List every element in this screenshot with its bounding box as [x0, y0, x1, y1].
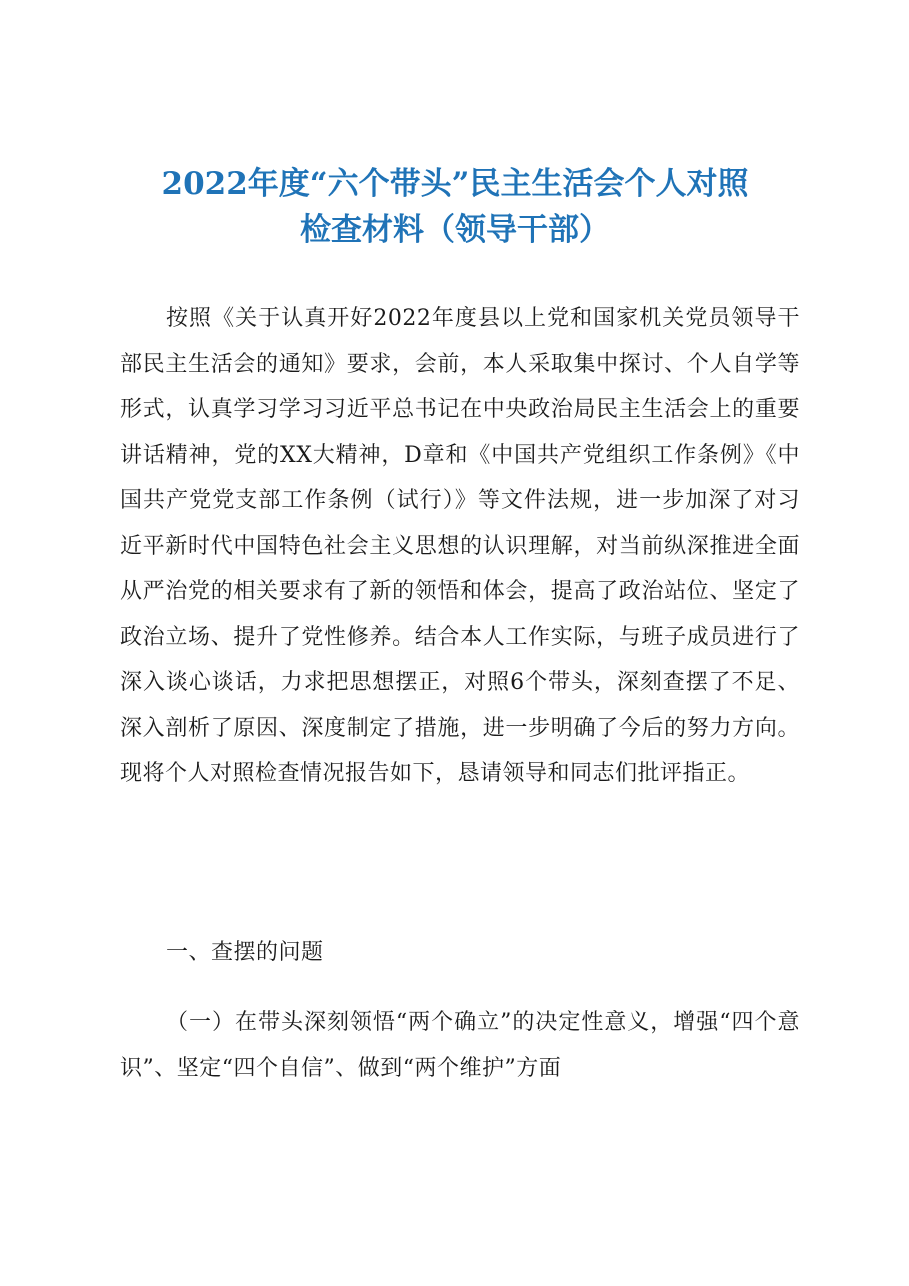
- document-title-line1: 2022年度“六个带头”民主生活会个人对照: [161, 166, 749, 202]
- section-heading: 一、查摆的问题: [166, 940, 324, 965]
- document-title-line2: 检查材料（领导干部）: [300, 212, 610, 248]
- subsection-paragraph: （一）在带头深刻领悟“两个确立”的决定性意义，增强“四个意识”、坚定“四个自信”、做到“两个维护”方面: [120, 1010, 800, 1081]
- intro-paragraph: 按照《关于认真开好2022年度县以上党和国家机关党员领导干部民主生活会的通知》要求，会前，本人采取集中探讨、个人自学等形式，认真学习学习习近平总书记在中央政治局民主生活会上的重要讲话精神，党的XX大精神，D章和《中国共产党组织工作条例》《中国共产党党支部工作条例（试行）》等文件法规，进一步加深了对习近平新时代中国特色社会主义思想的认识理解，对当前纵深推进全面从严治党的相关要求有了新的领悟和体会，提高了政治站位、坚定了政治立场、提升了党性修养。结合本人工作实际，与班子成员进行了深入谈心谈话，力求把思想摆正，对照6个带头，深刻查摆了不足、深入剖析了原因、深度制定了措施，进一步明确了今后的努力方向。现将个人对照检查情况报告如下，恳请领导和同志们批评指正。: [120, 306, 800, 786]
